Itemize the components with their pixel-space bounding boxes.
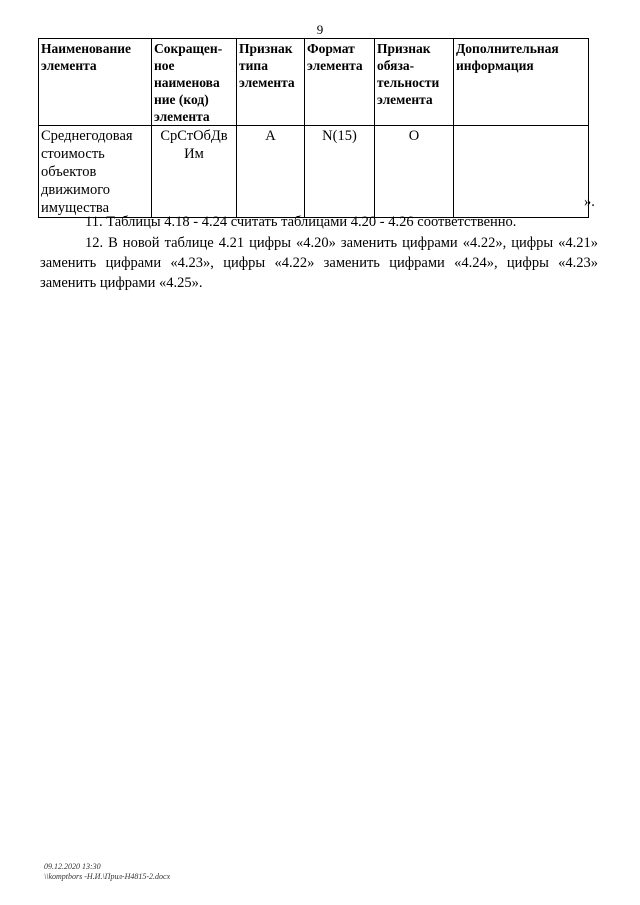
header-element-name: Наименование элемента bbox=[39, 39, 152, 126]
header-mandatory-sign: Признак обяза-тельности элемента bbox=[375, 39, 454, 126]
cell-type-sign: А bbox=[237, 126, 305, 218]
cell-element-name: Среднегодовая стоимость объектов движимого имущества bbox=[39, 126, 152, 218]
cell-additional-info bbox=[454, 126, 589, 218]
cell-short-name: СрСтОбДв Им bbox=[152, 126, 237, 218]
cell-mandatory-sign: О bbox=[375, 126, 454, 218]
document-footer bbox=[44, 862, 170, 882]
footer-timestamp: 09.12.2020 13:30 bbox=[44, 862, 101, 871]
paragraph-11: 11. Таблицы 4.18 - 4.24 считать таблицами 4.20 - 4.26 соответственно. bbox=[85, 214, 517, 230]
header-format: Формат элемента bbox=[305, 39, 375, 126]
page-number: 9 bbox=[316, 22, 324, 37]
elements-table bbox=[38, 38, 589, 218]
table-header-row bbox=[39, 39, 589, 126]
header-short-name: Сокращен-ное наименова ние (код) элемента bbox=[152, 39, 237, 126]
paragraph-12: 12. В новой таблице 4.21 цифры «4.20» заменить цифрами «4.22», цифры «4.21» заменить цифрами «4.23», цифры «4.22» заменить цифрами «4.24», цифры «4.23» заменить цифрами «4.25». bbox=[40, 235, 598, 291]
header-additional-info: Дополнительная информация bbox=[454, 39, 589, 126]
table-row bbox=[39, 126, 589, 218]
header-type-sign: Признак типа элемента bbox=[237, 39, 305, 126]
closing-quote: ». bbox=[584, 194, 595, 210]
cell-format: N(15) bbox=[305, 126, 375, 218]
footer-file-path: \\komptbors -Н.И.\Прил-Н4815-2.docx bbox=[44, 872, 171, 881]
